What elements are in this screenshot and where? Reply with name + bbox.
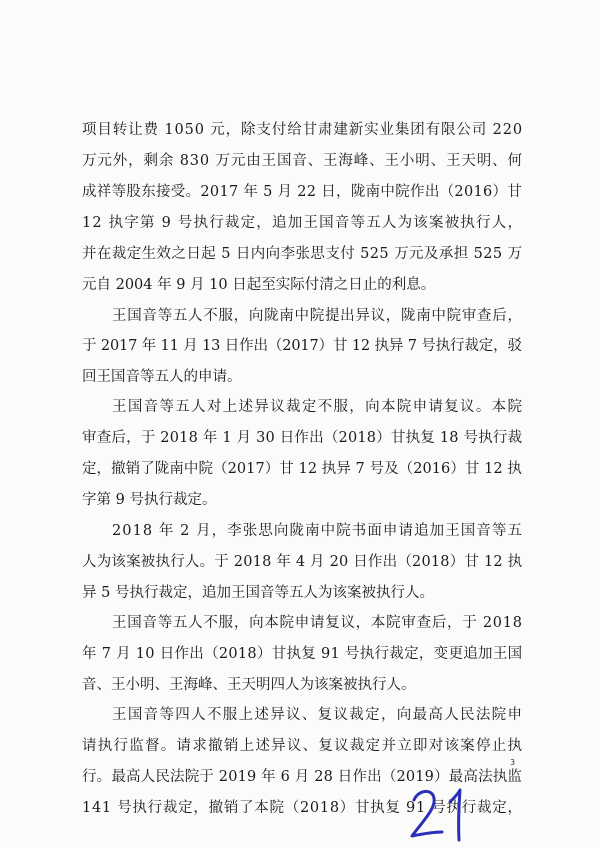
text-line: 请执行监督。请求撤销上述异议、复议裁定并立即对该案停止执 (82, 738, 524, 754)
text-line: 年 7 月 10 日作出（2018）甘执复 91 号执行裁定，变更追加王国 (82, 646, 523, 662)
text-line: 元自 2004 年 9 月 10 日起至实际付清之日止的利息。 (82, 277, 436, 293)
text-line: 王国音等五人不服，向本院申请复议，本院审查后，于 2018 (112, 615, 523, 631)
text-line: 并在裁定生效之日起 5 日内向李张思支付 525 万元及承担 525 万 (82, 246, 523, 262)
text-line: 2018 年 2 月，李张思向陇南中院书面申请追加王国音等五 (112, 523, 524, 539)
text-line: 字第 9 号执行裁定。 (82, 492, 217, 508)
text-line: 王国音等五人对上述异议裁定不服，向本院申请复议。本院 (112, 399, 524, 415)
text-line: 行。最高人民法院于 2019 年 6 月 28 日作出（2019）最高法执监 (82, 769, 523, 785)
text-line: 141 号执行裁定，撤销了本院（2018）甘执复 91 号执行裁定， (82, 800, 523, 816)
text-line: 回王国音等五人的申请。 (82, 369, 242, 385)
text-line: 异 5 号执行裁定，追加王国音等五人为该案被执行人。 (82, 585, 434, 601)
text-line: 成祥等股东接受。2017 年 5 月 22 日，陇南中院作出（2016）甘 (82, 184, 523, 200)
text-line: 项目转让费 1050 元，除支付给甘肃建新实业集团有限公司 220 (82, 122, 523, 138)
text-line: 音、王小明、王海峰、王天明四人为该案被执行人。 (82, 677, 416, 693)
text-line: 定，撤销了陇南中院（2017）甘 12 执异 7 号及（2016）甘 12 执 (82, 461, 522, 477)
text-line: 人为该案被执行人。于 2018 年 4 月 20 日作出（2018）甘 12 执 (82, 554, 523, 570)
page-number: 3 (510, 758, 516, 767)
text-line: 王国音等四人不服上述异议、复议裁定，向最高人民法院申 (112, 707, 524, 723)
text-line: 12 执字第 9 号执行裁定，追加王国音等五人为该案被执行人， (82, 215, 524, 231)
text-line: 于 2017 年 11 月 13 日作出（2017）甘 12 执异 7 号执行裁定，驳 (82, 338, 522, 354)
text-line: 王国音等五人不服，向陇南中院提出异议，陇南中院审查后， (112, 308, 523, 324)
text-line: 万元外，剩余 830 万元由王国音、王海峰、王小明、王天明、何 (82, 153, 523, 169)
text-line: 审查后，于 2018 年 1 月 30 日作出（2018）甘执复 18 号执行裁 (82, 430, 523, 446)
handwritten-page-number (402, 786, 502, 844)
